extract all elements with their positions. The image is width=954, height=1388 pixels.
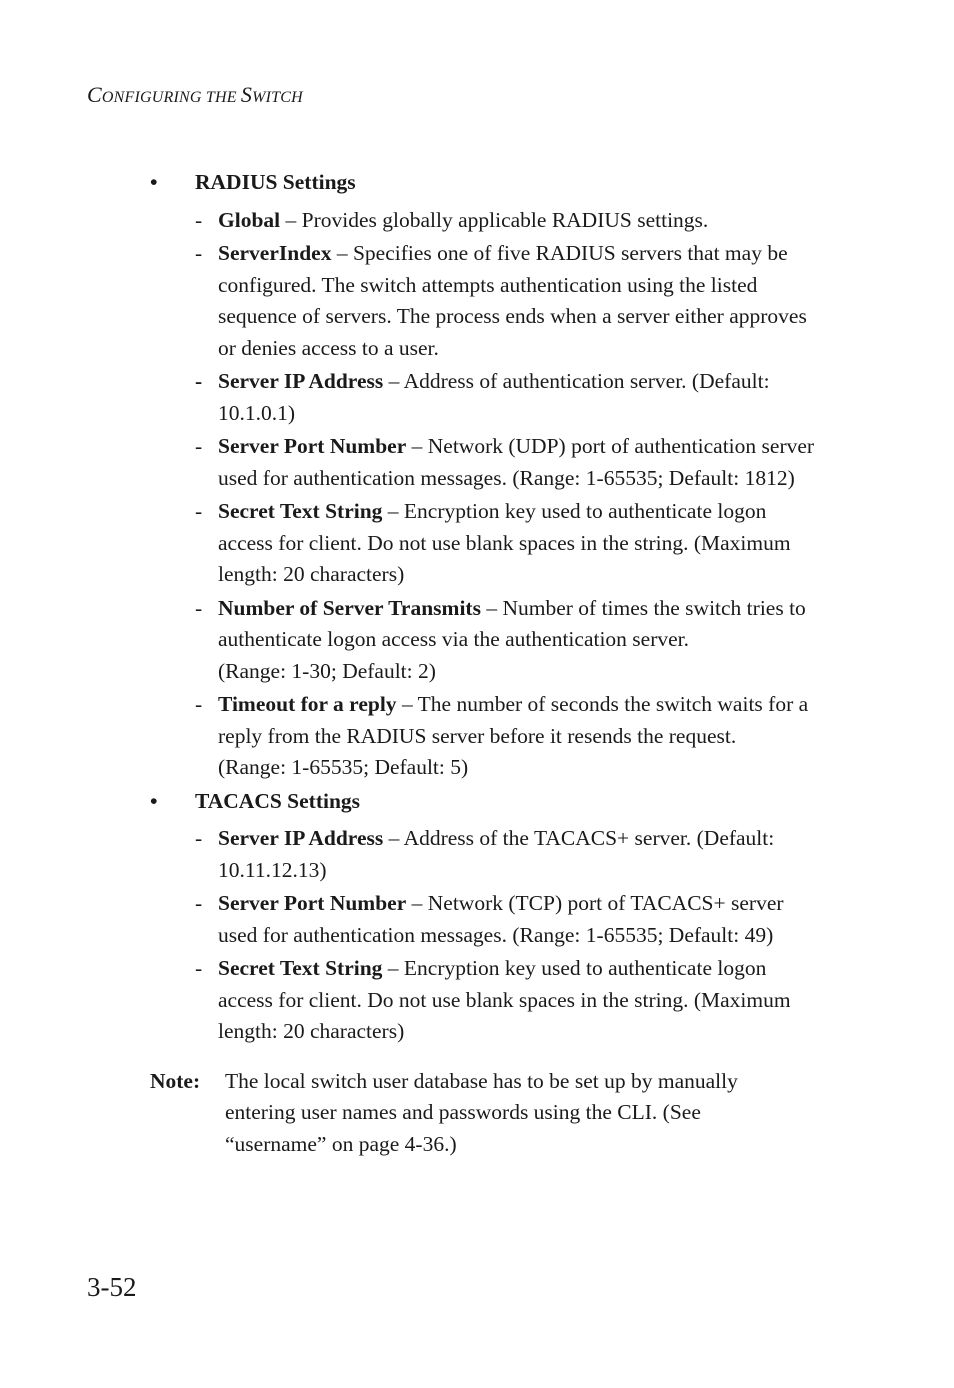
item-term: Server IP Address [218,826,384,850]
list-item-tacacs-server-port [150,888,850,951]
header-cap-1: C [87,82,102,107]
note-line: “username” on page 4-36.) [225,1131,457,1156]
dash-marker: - [195,207,203,232]
item-term: ServerIndex [218,241,332,265]
bullet-icon: • [150,170,158,194]
section-title-text: TACACS Settings [195,788,361,813]
item-term: Server Port Number [218,434,407,458]
item-desc-line: or denies access to a user. [218,335,439,360]
running-header [87,82,303,108]
item-term: Server IP Address [218,369,384,393]
dash-marker: - [195,891,203,915]
item-desc-line: sequence of servers. The process ends when a server either approves [218,304,807,328]
item-desc-line: (Range: 1-65535; Default: 5) [218,755,469,779]
item-desc-line: used for authentication messages. (Range: 1-65535; Default: 1812) [218,465,795,490]
list-item-tacacs-secret-text [150,953,850,1048]
note-block [150,1066,850,1161]
section-title-text: RADIUS Settings [195,170,356,194]
item-term: Number of Server Transmits [218,595,481,620]
item-term: Server Port Number [218,891,407,915]
list-item-server-port [150,431,850,494]
item-desc-line: used for authentication messages. (Range: 1-65535; Default: 49) [218,922,774,947]
dash-marker: - [195,369,203,393]
dash-marker: - [195,241,203,265]
note-line: The local switch user database has to be set up by manually [225,1068,738,1093]
item-desc-line: – The number of seconds the switch waits for a [396,692,809,716]
header-rest-1: ONFIGURING THE [101,89,241,106]
dash-marker: - [195,692,203,716]
note-line: entering user names and passwords using the CLI. (See [225,1100,701,1124]
dash-marker: - [195,956,203,980]
item-desc-line: length: 20 characters) [218,1019,405,1043]
list-item-server-ip [150,366,850,429]
item-desc-line: – Network (UDP) port of authentication server [406,434,815,458]
list-item-global [150,205,850,237]
page-number: 3-52 [87,1272,137,1302]
item-desc: – Provides globally applicable RADIUS settings. [280,207,709,232]
item-desc-line: – Encryption key used to authenticate logon [382,956,767,980]
item-desc-line: (Range: 1-30; Default: 2) [218,658,436,683]
item-term: Timeout for a reply [218,692,397,716]
item-desc-line: authenticate logon access via the authentication server. [218,627,690,651]
item-desc-line: – Address of the TACACS+ server. (Default: [383,826,775,850]
item-desc-line: reply from the RADIUS server before it resends the request. [218,723,737,748]
list-item-secret-text [150,496,850,591]
item-term: Secret Text String [218,499,383,523]
item-desc-line: length: 20 characters) [218,562,405,586]
item-term: Global [218,207,281,232]
item-desc-line: – Encryption key used to authenticate logon [382,499,767,523]
item-term: Secret Text String [218,956,383,980]
item-desc-line: configured. The switch attempts authentication using the listed [218,272,758,297]
header-cap-2: S [240,82,253,107]
header-rest-2: WITCH [252,89,303,106]
item-desc-line: access for client. Do not use blank spaces in the string. (Maximum [218,530,791,555]
item-desc-line: – Address of authentication server. (Default: [383,369,770,393]
list-item-server-transmits [150,593,850,688]
item-desc-line: – Network (TCP) port of TACACS+ server [406,891,784,915]
document-body [150,165,850,1160]
item-desc-line: access for client. Do not use blank spaces in the string. (Maximum [218,987,791,1012]
section-title-radius [150,167,850,199]
item-desc-line: 10.11.12.13) [218,857,327,882]
item-desc-line: – Number of times the switch tries to [480,595,806,620]
list-item-timeout [150,689,850,784]
section-title-tacacs [150,786,850,818]
list-item-serverindex [150,238,850,364]
list-item-tacacs-server-ip [150,823,850,886]
dash-marker: - [195,499,203,523]
item-desc-line: – Specifies one of five RADIUS servers that may be [331,241,788,265]
note-label: Note: [150,1068,201,1093]
dash-marker: - [195,826,203,850]
dash-marker: - [195,595,203,620]
item-desc-line: 10.1.0.1) [218,400,296,425]
bullet-icon: • [150,788,158,813]
dash-marker: - [195,434,203,458]
